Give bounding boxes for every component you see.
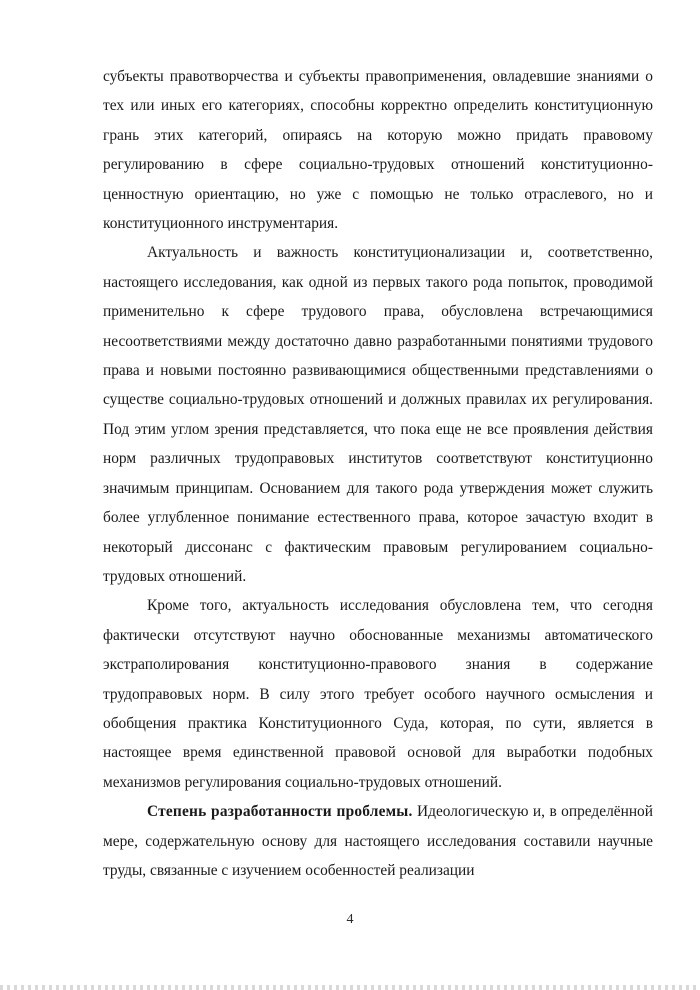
paragraph-2: Актуальность и важность конституционализации и, соответственно, настоящего исследования, как одной из первых такого рода попыток, проводимой применительно к сфере трудового права, обусловлена встречающимися несоответствиями между достаточно давно разработанными понятиями трудового права и новыми постоянно развивающимися общественными представлениями о существе социально-трудовых отношений и должных правилах их регулирования. Под этим углом зрения представляется, что пока еще не все проявления действия норм различных трудоправовых институтов соответствуют конституционно значимым принципам. Основанием для такого рода утверждения может служить более углубленное понимание естественного права, которое зачастую входит в некоторый диссонанс с фактическим правовым регулированием социально-трудовых отношений. <box>103 244 653 585</box>
scan-bottom-edge <box>0 985 700 990</box>
section-heading: Степень разработанности проблемы. <box>147 803 413 821</box>
paragraph-4-text: Идеологическую и, в определённой мере, содержательную основу для настоящего исследования составили научные труды, связанные с изучением особенностей реализации <box>103 803 653 879</box>
document-page <box>103 62 653 885</box>
paragraph-4 <box>103 797 653 885</box>
paragraph-3: Кроме того, актуальность исследования обусловлена тем, что сегодня фактически отсутствуют научно обоснованные механизмы автоматического экстраполирования конституционно-правового знания в содержание трудоправовых норм. В силу этого требует особого научного осмысления и обобщения практика Конституционного Суда, которая, по сути, является в настоящее время единственной правовой основой для выработки подобных механизмов регулирования социально-трудовых отношений. <box>103 597 653 791</box>
page-number: 4 <box>346 912 354 927</box>
paragraph-1: субъекты правотворчества и субъекты правоприменения, овладевшие знаниями о тех или иных его категориях, способны корректно определить конституционную грань этих категорий, опираясь на которую можно придать правовому регулированию в сфере социально-трудовых отношений конституционно-ценностную ориентацию, но уже с помощью не только отраслевого, но и конституционного инструментария. <box>103 68 653 233</box>
